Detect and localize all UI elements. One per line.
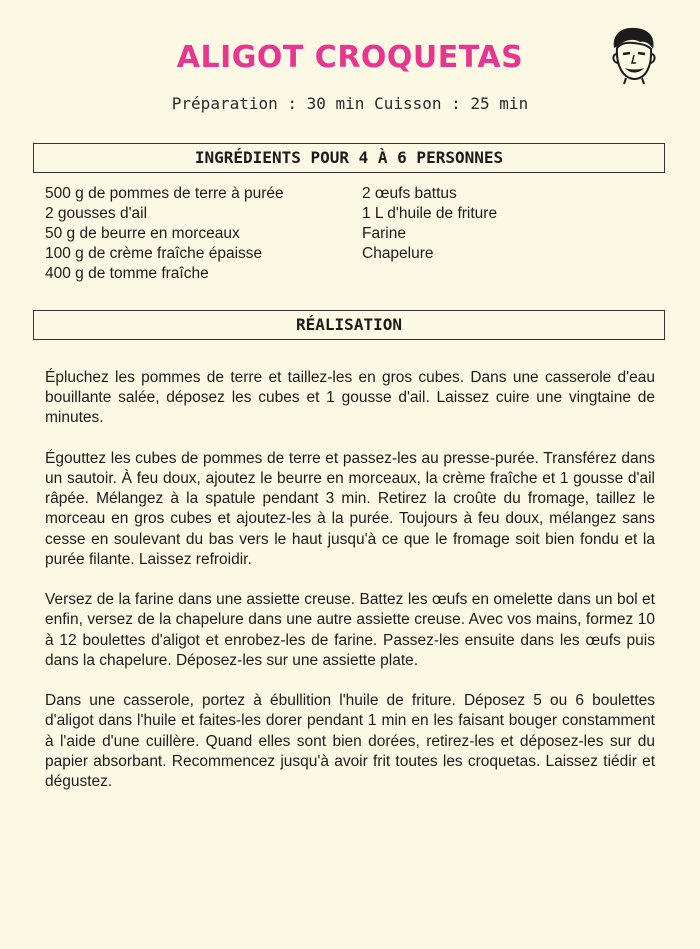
step-paragraph: Dans une casserole, portez à ébullition l'huile de friture. Déposez 5 ou 6 boulettes d'aligot dans l'huile et faites-les dorer pendant 1 min en les faisant bouger constamment à l'aide d'une cuillère. Quand elles sont bien dorées, retirez-les et déposez-les sur du papier absorbant. Recommencez jusqu'à avoir frit toutes les croquetas. Laissez tiédir et dégustez. — [45, 692, 655, 791]
realisation-heading: RÉALISATION — [33, 310, 665, 340]
step-paragraph: Égouttez les cubes de pommes de terre et passez-les au presse-purée. Transférez dans un sautoir. À feu doux, ajoutez le beurre en morceaux, la crème fraîche et 1 gousse d'ail râpée. Mélangez à la spatule pendant 3 min. Retirez la croûte du fromage, taillez le morceau en gros cubes et ajoutez-les à la purée. Toujours à feu doux, mélangez sans cesse en soulevant du bas vers le haut jusqu'à ce que le fromage soit bien fondu et la purée filante. Laissez refroidir. — [45, 449, 655, 568]
step-paragraph: Épluchez les pommes de terre et taillez-les en gros cubes. Dans une casserole d'eau bouillante salée, déposez les cubes et 1 gousse d'ail. Laissez cuire une vingtaine de minutes. — [45, 369, 655, 427]
ingredient-item: 50 g de beurre en morceaux — [45, 225, 240, 242]
ingredient-item: Farine — [362, 225, 406, 242]
prep-cook-times: Préparation : 30 min Cuisson : 25 min — [171, 94, 529, 113]
recipe-title: ALIGOT CROQUETAS — [176, 40, 524, 75]
ingredients-list-left — [45, 184, 284, 284]
step-paragraph: Versez de la farine dans une assiette creuse. Battez les œufs en omelette dans un bol et enfin, versez de la chapelure dans une autre assiette creuse. Avec vos mains, formez 10 à 12 boulettes d'aligot et enrobez-les de farine. Passez-les ensuite dans les œufs puis dans la chapelure. Déposez-les sur une assiette plate. — [45, 591, 655, 669]
chef-portrait-icon — [606, 24, 660, 84]
ingredients-list-right — [362, 184, 497, 264]
ingredient-item: 2 œufs battus — [362, 185, 457, 202]
realisation-steps — [45, 368, 655, 812]
ingredient-item: 500 g de pommes de terre à purée — [45, 185, 284, 202]
ingredient-item: 400 g de tomme fraîche — [45, 265, 209, 282]
ingredients-heading: INGRÉDIENTS POUR 4 À 6 PERSONNES — [33, 143, 665, 173]
ingredient-item: 100 g de crème fraîche épaisse — [45, 245, 263, 262]
ingredient-item: Chapelure — [362, 245, 434, 262]
ingredient-item: 2 gousses d'ail — [45, 205, 148, 222]
ingredient-item: 1 L d'huile de friture — [362, 205, 498, 222]
